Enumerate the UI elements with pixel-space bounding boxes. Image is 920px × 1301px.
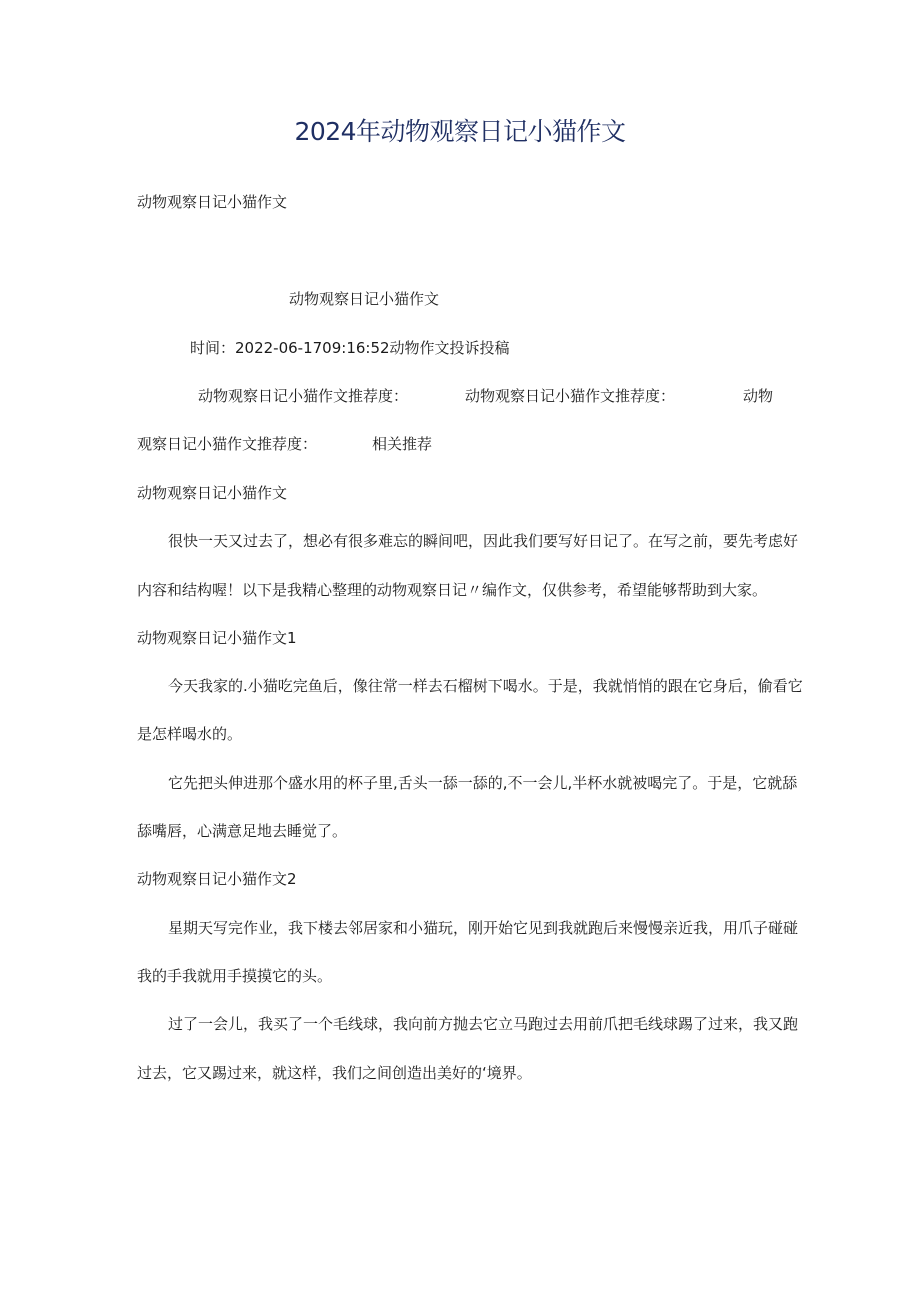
essay2-paragraph2-line1: 过了一会儿，我买了一个毛线球，我向前方抛去它立马跑过去用前爪把毛线球踢了过来，我又跑 [168, 1015, 799, 1033]
article-title: 动物观察日记小猫作文 [289, 290, 440, 308]
intro-line-1: 很快一天又过去了，想必有很多难忘的瞬间吧，因此我们要写好日记了。在写之前，要先考虑好 [168, 532, 799, 550]
essay2-paragraph1-line2: 我的手我就用手摸摸它的头。 [137, 967, 333, 985]
document-subtitle: 动物观察日记小猫作文 [137, 193, 288, 211]
essay1-paragraph1-line1: 今天我家的.小猫吃完鱼后，像往常一样去石榴树下喝水。于是，我就悄悄的跟在它身后，偷看它 [168, 677, 803, 695]
essay1-paragraph1-line2: 是怎样喝水的。 [137, 725, 243, 743]
section-heading: 动物观察日记小猫作文 [137, 484, 288, 502]
recommend-row-2 [137, 434, 783, 454]
recommend-item-2: 动物观察日记小猫作文推荐度： [465, 387, 676, 405]
recommend-item-1: 动物观察日记小猫作文推荐度： [198, 387, 409, 405]
document-title: 2024年动物观察日记小猫作文 [294, 117, 626, 146]
recommend-row-1 [137, 386, 783, 406]
essay2-heading: 动物观察日记小猫作文2 [137, 870, 297, 888]
essay1-heading: 动物观察日记小猫作文1 [137, 629, 297, 647]
intro-line-2: 内容和结构喔！以下是我精心整理的动物观察日记〃编作文，仅供参考，希望能够帮助到大家。 [137, 581, 768, 599]
recommend-item-3-end: 观察日记小猫作文推荐度： [137, 435, 318, 453]
recommend-item-3-start: 动物 [742, 387, 773, 405]
essay2-paragraph2-line2: 过去，它又踢过来，就这样，我们之间创造出美好的‘境界。 [137, 1064, 532, 1082]
essay1-paragraph2-line1: 它先把头伸进那个盛水用的杯子里,舌头一舔一舔的,不一会儿,半杯水就被喝完了。于是，它就舔 [168, 774, 798, 792]
related-link[interactable]: 相关推荐 [372, 435, 433, 453]
essay1-paragraph2-line2: 舔嘴唇，心满意足地去睡觉了。 [137, 822, 348, 840]
article-meta: 时间：2022-06-1709:16:52动物作文投诉投稿 [190, 339, 510, 357]
essay2-paragraph1-line1: 星期天写完作业，我下楼去邻居家和小猫玩，刚开始它见到我就跑后来慢慢亲近我，用爪子碰碰 [168, 919, 799, 937]
